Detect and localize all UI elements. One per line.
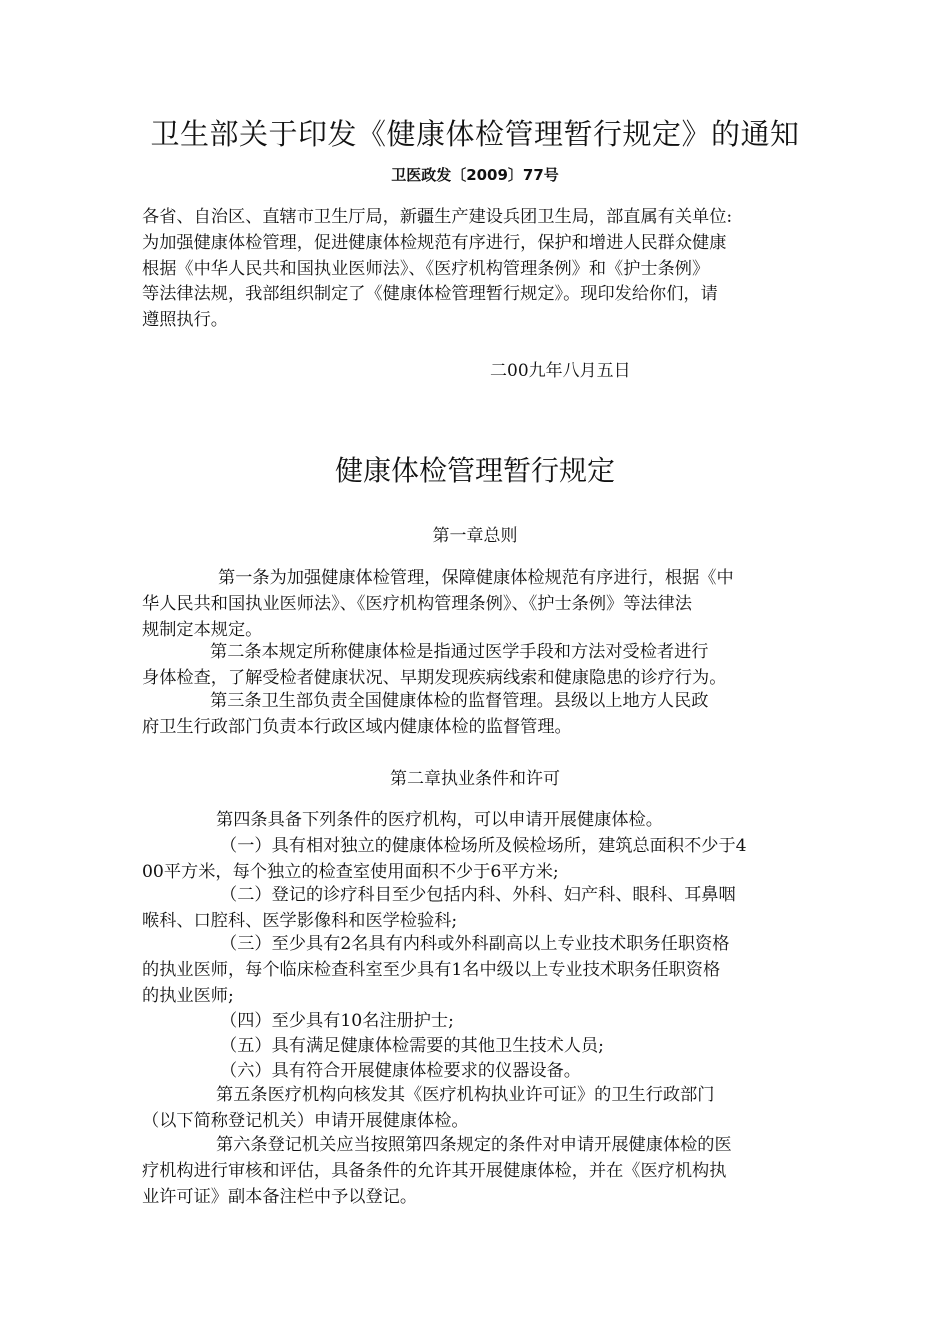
article-line: 身体检查，了解受检者健康状况、早期发现疾病线索和健康隐患的诊疗行为。 bbox=[142, 667, 727, 688]
article-line: 第六条登记机关应当按照第四条规定的条件对申请开展健康体检的医 bbox=[216, 1135, 732, 1155]
article-line: 第三条卫生部负责全国健康体检的监督管理。县级以上地方人民政 bbox=[210, 691, 709, 711]
article-4-item-2 bbox=[142, 883, 810, 935]
article-line: （以下简称登记机关）申请开展健康体检。 bbox=[142, 1110, 469, 1131]
article-line: 规制定本规定。 bbox=[142, 619, 263, 640]
article-line: 府卫生行政部门负责本行政区域内健康体检的监督管理。 bbox=[142, 716, 572, 737]
notice-body-line: 为加强健康体检管理，促进健康体检规范有序进行，保护和增进人民群众健康 bbox=[142, 232, 727, 253]
article-6 bbox=[142, 1133, 810, 1210]
notice-body bbox=[142, 205, 810, 334]
regulation-title: 健康体检管理暂行规定 bbox=[334, 454, 615, 487]
article-4-item-6 bbox=[142, 1059, 810, 1085]
article-line: （五）具有满足健康体检需要的其他卫生技术人员; bbox=[220, 1036, 604, 1056]
article-line: 华人民共和国执业医师法》、《医疗机构管理条例》、《护士条例》等法律法 bbox=[142, 593, 692, 614]
article-line: 第二条本规定所称健康体检是指通过医学手段和方法对受检者进行 bbox=[210, 642, 709, 662]
article-line: 第一条为加强健康体检管理，保障健康体检规范有序进行，根据《中 bbox=[218, 568, 734, 588]
article-line: 喉科、口腔科、医学影像科和医学检验科; bbox=[142, 910, 458, 931]
document-number: 卫医政发〔2009〕77号 bbox=[391, 166, 559, 184]
notice-body-line: 遵照执行。 bbox=[142, 310, 228, 331]
article-4-item-4 bbox=[142, 1009, 810, 1035]
article-5 bbox=[142, 1083, 810, 1135]
article-4-item-3 bbox=[142, 932, 810, 1009]
article-4-item-5 bbox=[142, 1034, 810, 1060]
notice-body-line: 各省、自治区、直辖市卫生厅局，新疆生产建设兵团卫生局，部直属有关单位: bbox=[142, 207, 733, 227]
article-line: 第五条医疗机构向核发其《医疗机构执业许可证》的卫生行政部门 bbox=[216, 1085, 715, 1105]
article-line: （四）至少具有10名注册护士; bbox=[220, 1011, 454, 1031]
article-4 bbox=[142, 808, 810, 834]
article-line: 00平方米，每个独立的检查室使用面积不少于6平方米; bbox=[142, 861, 559, 882]
article-line: 的执业医师; bbox=[142, 985, 234, 1006]
article-4-item-1 bbox=[142, 834, 810, 886]
chapter-2-heading: 第二章执业条件和许可 bbox=[390, 769, 560, 789]
notice-body-line: 等法律法规，我部组织制定了《健康体检管理暂行规定》。现印发给你们，请 bbox=[142, 284, 718, 305]
article-line: 业许可证》副本备注栏中予以登记。 bbox=[142, 1186, 418, 1207]
article-line: 的执业医师，每个临床检查科室至少具有1名中级以上专业技术职务任职资格 bbox=[142, 959, 721, 980]
notice-date: 二00九年八月五日 bbox=[490, 361, 631, 381]
article-line: 第四条具备下列条件的医疗机构，可以申请开展健康体检。 bbox=[216, 810, 663, 830]
article-line: （三）至少具有2名具有内科或外科副高以上专业技术职务任职资格 bbox=[220, 934, 730, 954]
notice-title: 卫生部关于印发《健康体检管理暂行规定》的通知 bbox=[150, 117, 800, 151]
chapter-1-heading: 第一章总则 bbox=[432, 526, 518, 546]
article-line: 疗机构进行审核和评估，具备条件的允许其开展健康体检，并在《医疗机构执 bbox=[142, 1160, 727, 1181]
article-3 bbox=[142, 689, 810, 741]
article-line: （二）登记的诊疗科目至少包括内科、外科、妇产科、眼科、耳鼻咽 bbox=[220, 885, 736, 905]
article-2 bbox=[142, 640, 810, 692]
notice-body-line: 根据《中华人民共和国执业医师法》、《医疗机构管理条例》和《护士条例》 bbox=[142, 258, 710, 279]
article-line: （六）具有符合开展健康体检要求的仪器设备。 bbox=[220, 1061, 581, 1081]
article-line: （一）具有相对独立的健康体检场所及候检场所，建筑总面积不少于4 bbox=[220, 836, 747, 856]
article-1 bbox=[142, 566, 810, 643]
